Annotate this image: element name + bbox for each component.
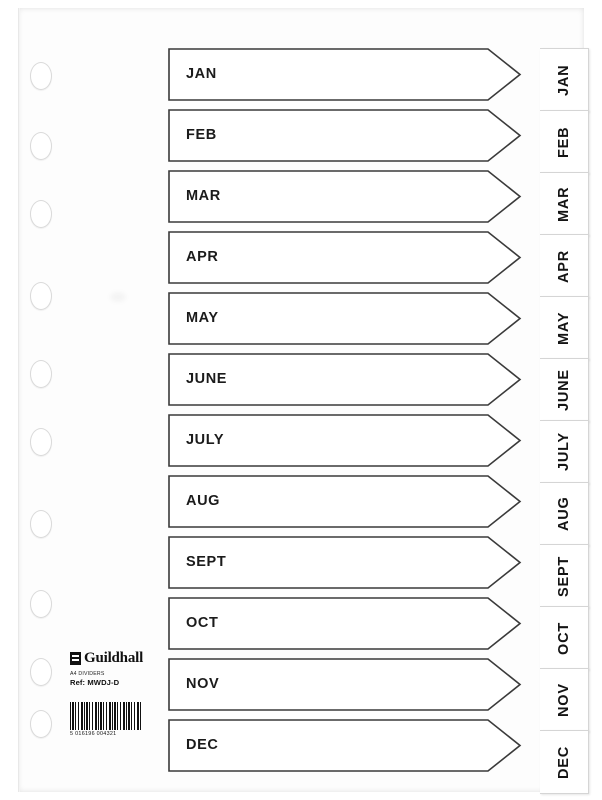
punch-hole bbox=[30, 62, 52, 90]
guildhall-crest-icon bbox=[70, 652, 81, 665]
barcode-number: 5 016196 004321 bbox=[70, 731, 117, 737]
divider-row[interactable] bbox=[168, 170, 528, 223]
divider-row[interactable] bbox=[168, 292, 528, 345]
paper-smudge bbox=[110, 292, 126, 302]
product-reference: Ref: MWDJ-D bbox=[70, 678, 120, 687]
side-tab-label: NOV bbox=[556, 683, 572, 717]
side-tab-label: DEC bbox=[556, 745, 572, 779]
divider-label: FEB bbox=[186, 127, 217, 143]
divider-outline-icon bbox=[168, 109, 528, 162]
divider-outline-icon bbox=[168, 475, 528, 528]
divider-row[interactable] bbox=[168, 719, 528, 772]
divider-row[interactable] bbox=[168, 536, 528, 589]
side-tab-july[interactable] bbox=[540, 420, 589, 484]
side-tab-label: SEPT bbox=[556, 555, 572, 597]
punch-hole bbox=[30, 710, 52, 738]
punch-hole bbox=[30, 590, 52, 618]
side-tab-label: JULY bbox=[556, 432, 572, 472]
barcode bbox=[70, 702, 142, 736]
brand-logo bbox=[70, 650, 158, 667]
divider-label: SEPT bbox=[186, 554, 227, 570]
divider-row[interactable] bbox=[168, 109, 528, 162]
divider-row[interactable] bbox=[168, 597, 528, 650]
side-tab-label: FEB bbox=[556, 126, 572, 158]
side-tab-label: AUG bbox=[556, 496, 572, 532]
divider-label: OCT bbox=[186, 615, 219, 631]
divider-outline-icon bbox=[168, 231, 528, 284]
side-tab-label: MAR bbox=[556, 186, 572, 222]
divider-outline-icon bbox=[168, 170, 528, 223]
side-tab-feb[interactable] bbox=[540, 110, 589, 174]
divider-outline-icon bbox=[168, 48, 528, 101]
side-tab-label: APR bbox=[556, 249, 572, 283]
divider-row[interactable] bbox=[168, 414, 528, 467]
side-tab-aug[interactable] bbox=[540, 482, 589, 546]
side-tab-oct[interactable] bbox=[540, 606, 589, 670]
side-tab-jan[interactable] bbox=[540, 48, 589, 112]
side-tab-nov[interactable] bbox=[540, 668, 589, 732]
side-tab-label: OCT bbox=[556, 621, 572, 655]
divider-outline-icon bbox=[168, 658, 528, 711]
side-tab-sept[interactable] bbox=[540, 544, 589, 608]
divider-outline-icon bbox=[168, 292, 528, 345]
divider-label: APR bbox=[186, 249, 219, 265]
sheet-left-edge bbox=[18, 8, 20, 792]
divider-row[interactable] bbox=[168, 48, 528, 101]
punch-hole bbox=[30, 658, 52, 686]
side-tab-may[interactable] bbox=[540, 296, 589, 360]
divider-outline-icon bbox=[168, 597, 528, 650]
divider-label: JUNE bbox=[186, 371, 228, 387]
side-tab-label: JAN bbox=[556, 64, 572, 96]
divider-label: NOV bbox=[186, 676, 220, 692]
side-tab-june[interactable] bbox=[540, 358, 589, 422]
side-tab-apr[interactable] bbox=[540, 234, 589, 298]
brand-name: Guildhall bbox=[84, 650, 144, 666]
divider-row[interactable] bbox=[168, 353, 528, 406]
punch-hole bbox=[30, 510, 52, 538]
divider-label: AUG bbox=[186, 493, 221, 509]
punch-hole bbox=[30, 428, 52, 456]
divider-stack bbox=[168, 38, 528, 774]
divider-label: MAR bbox=[186, 188, 221, 204]
divider-row[interactable] bbox=[168, 231, 528, 284]
punch-hole bbox=[30, 360, 52, 388]
punch-hole bbox=[30, 200, 52, 228]
side-tab-dec[interactable] bbox=[540, 730, 589, 794]
divider-outline-icon bbox=[168, 719, 528, 772]
side-tab-mar[interactable] bbox=[540, 172, 589, 236]
punch-hole bbox=[30, 132, 52, 160]
divider-label: JAN bbox=[186, 66, 217, 82]
barcode-bars-icon bbox=[70, 702, 142, 730]
divider-row[interactable] bbox=[168, 475, 528, 528]
divider-row[interactable] bbox=[168, 658, 528, 711]
side-tab-label: JUNE bbox=[556, 369, 572, 411]
side-tab-label: MAY bbox=[556, 311, 572, 345]
side-tab-strip bbox=[540, 30, 592, 780]
product-description: A4 DIVIDERS bbox=[70, 671, 105, 677]
divider-label: DEC bbox=[186, 737, 219, 753]
punch-hole-column bbox=[28, 10, 62, 790]
divider-label: JULY bbox=[186, 432, 225, 448]
brand-block bbox=[70, 650, 158, 702]
divider-label: MAY bbox=[186, 310, 219, 326]
punch-hole bbox=[30, 282, 52, 310]
